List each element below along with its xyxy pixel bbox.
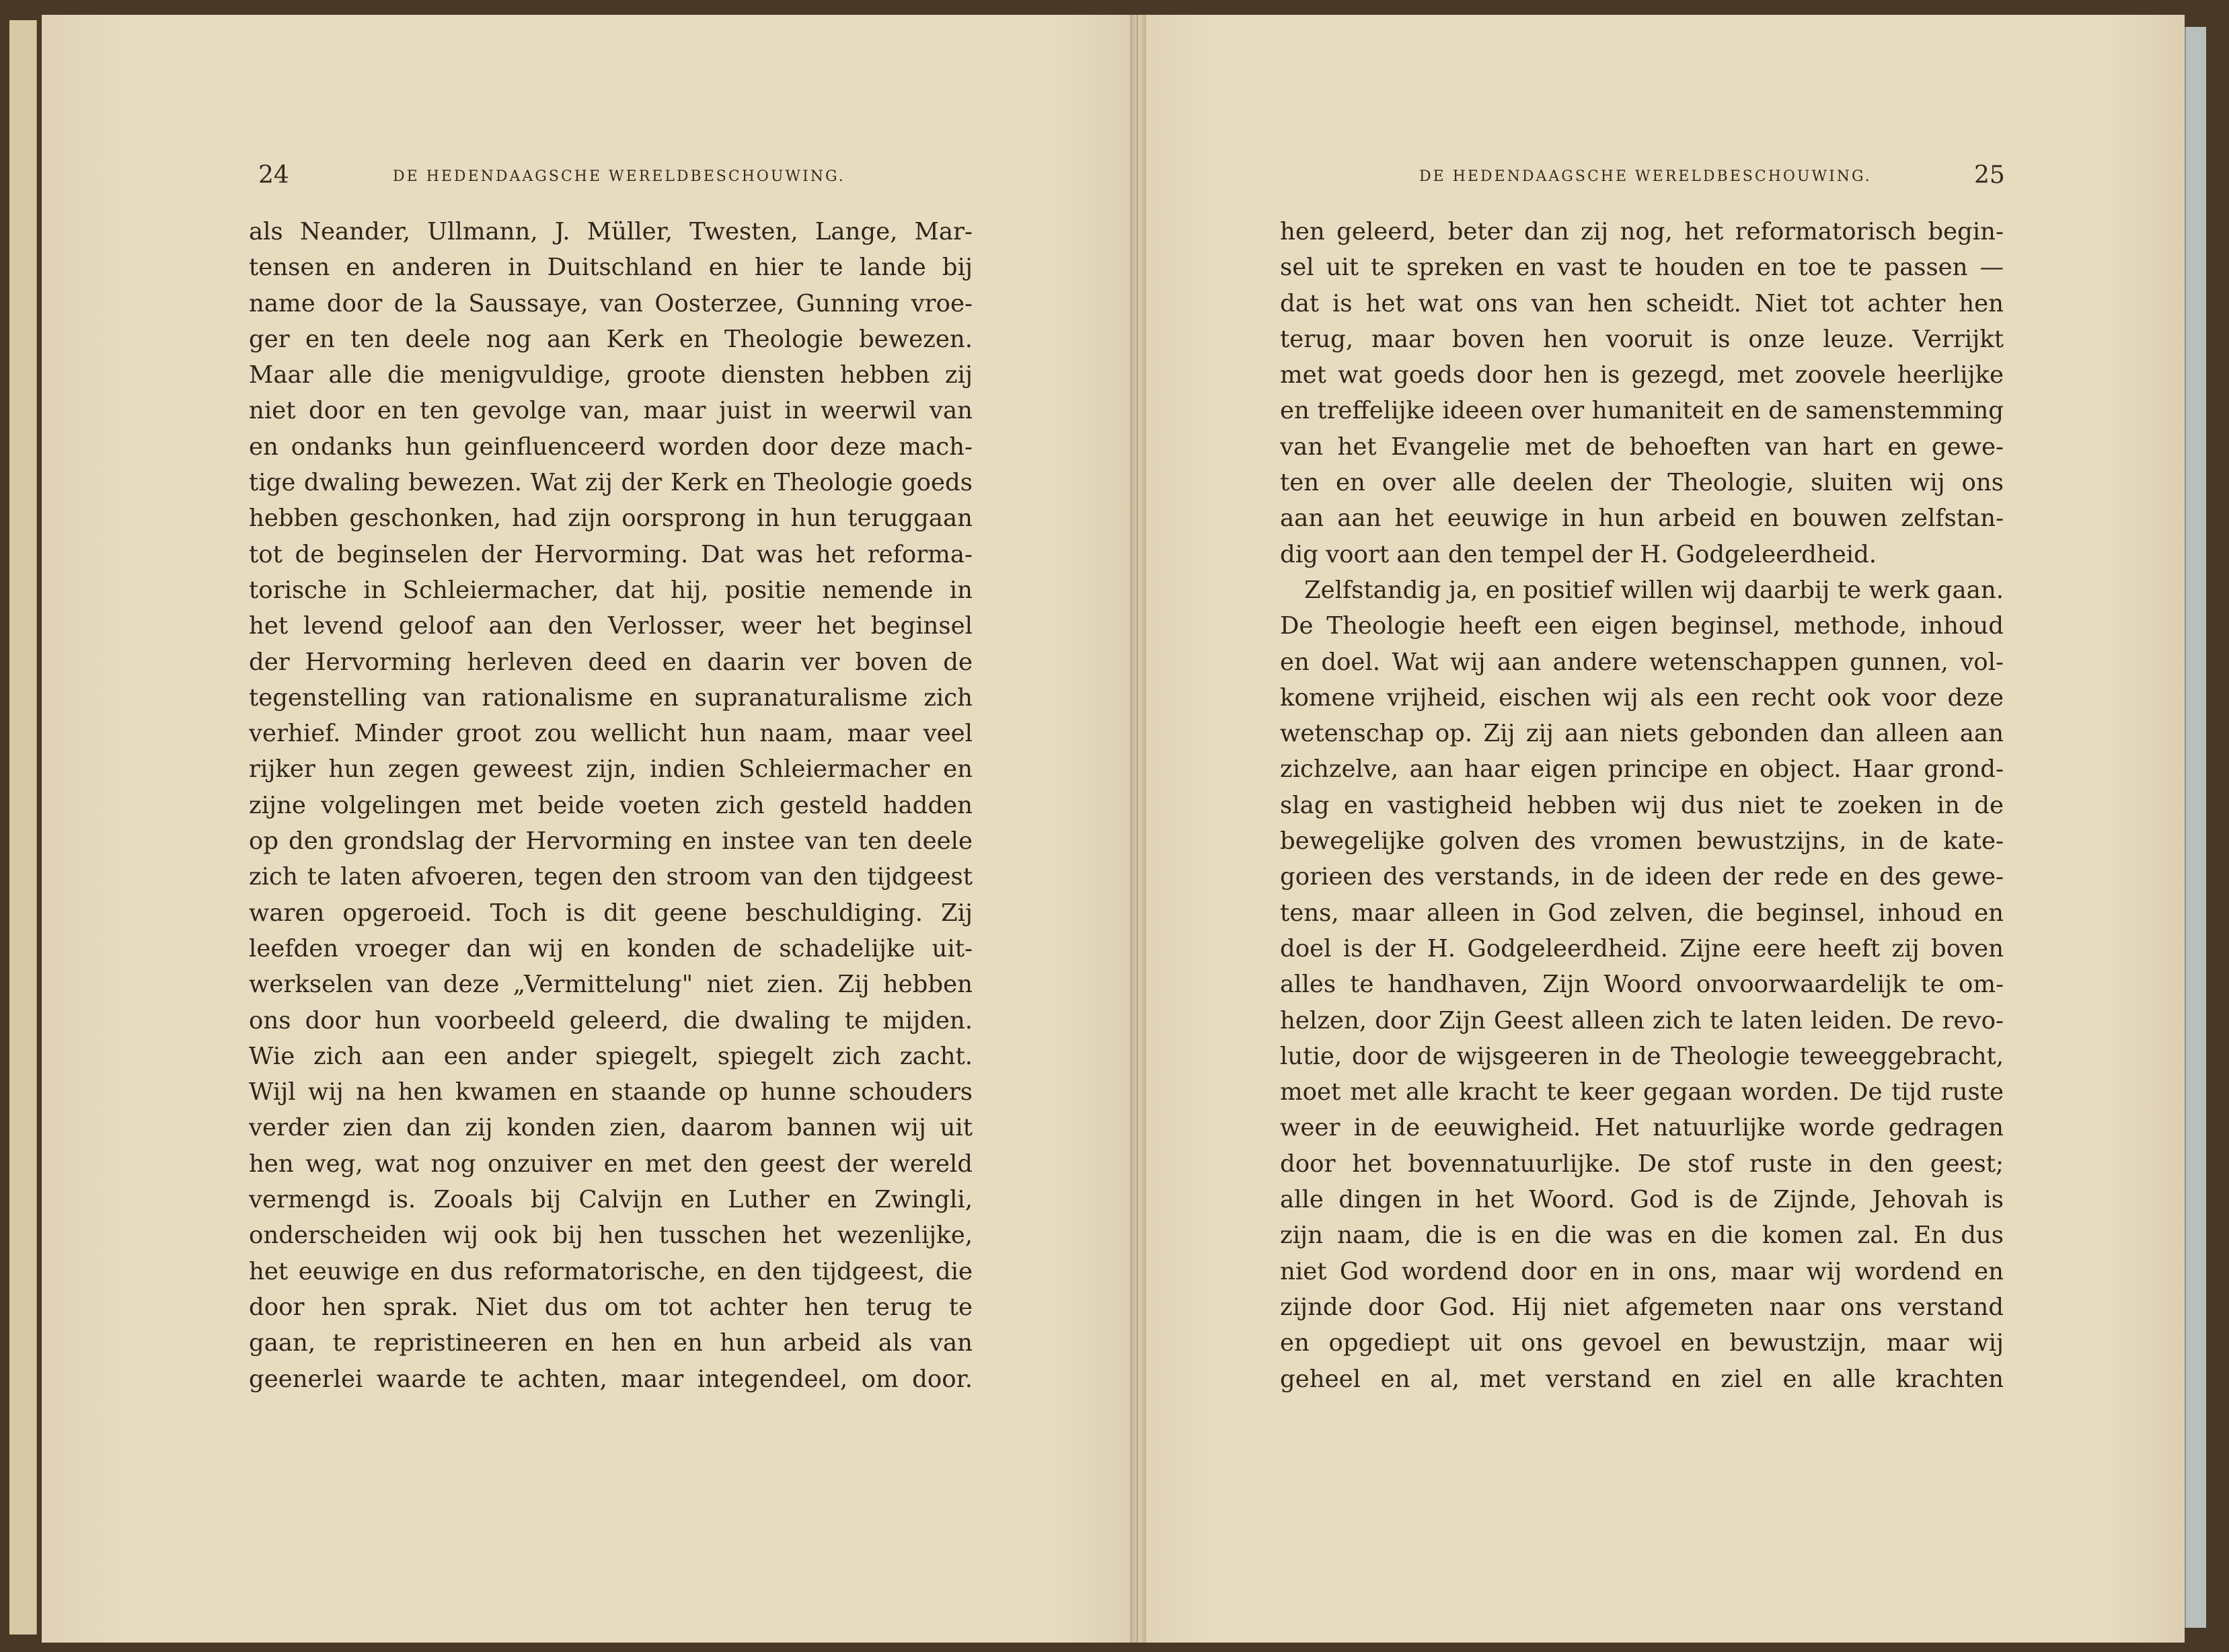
right-page-body [1280, 214, 2004, 1397]
page-number: 24 [258, 161, 289, 189]
text-line: tot de beginselen der Hervorming. Dat was het reforma- [249, 540, 973, 568]
text-line: komene vrijheid, eischen wij als een recht ook voor deze [1280, 683, 2004, 712]
text-line: niet God wordend door en in ons, maar wij wordend en [1280, 1257, 2004, 1285]
text-line: zijnde door God. Hij niet afgemeten naar ons verstand [1280, 1293, 2004, 1321]
text-line: op den grondslag der Hervorming en instee van ten deele [249, 827, 973, 856]
text-line: moet met alle kracht te keer gegaan worden. De tijd ruste [1280, 1078, 2004, 1106]
text-line: zichzelve, aan haar eigen principe en object. Haar grond- [1280, 755, 2004, 784]
text-line: leefden vroeger dan wij en konden de schadelijke uit- [249, 934, 973, 963]
text-line: De Theologie heeft een eigen beginsel, methode, inhoud [1280, 612, 2004, 640]
text-line: sel uit te spreken en vast te houden en toe te passen — [1280, 254, 2004, 282]
text-line: door het bovennatuurlijke. De stof ruste in den geest; [1280, 1150, 2004, 1178]
text-line: name door de la Saussaye, van Oosterzee, Gunning vroe- [249, 289, 973, 317]
page-number: 25 [1974, 161, 2005, 189]
text-line: en treffelijke ideeen over humaniteit en de samenstemming [1280, 397, 2004, 425]
book-gutter [1130, 15, 1146, 1643]
text-line: verder zien dan zij konden zien, daarom bannen wij uit [249, 1114, 973, 1142]
text-line: weer in de eeuwigheid. Het natuurlijke worde gedragen [1280, 1114, 2004, 1142]
text-line: tige dwaling bewezen. Wat zij der Kerk en Theologie goeds [249, 469, 973, 497]
text-line: en ondanks hun geinfluenceerd worden door deze mach- [249, 433, 973, 461]
page-edges-left-inner [23, 20, 37, 1635]
text-line: hen geleerd, beter dan zij nog, het reformatorisch begin- [1280, 218, 2004, 246]
text-line: hebben geschonken, had zijn oorsprong in hun teruggaan [249, 504, 973, 533]
text-line: torische in Schleiermacher, dat hij, positie nemende in [249, 576, 973, 604]
text-line: Maar alle die menigvuldige, groote diensten hebben zij [249, 361, 973, 389]
text-line: terug, maar boven hen vooruit is onze leuze. Verrijkt [1280, 325, 2004, 353]
page-edges-right [2185, 27, 2206, 1628]
text-line: zijn naam, die is en die was en die komen zal. En dus [1280, 1222, 2004, 1250]
text-line: wetenschap op. Zij zij aan niets gebonden dan alleen aan [1280, 720, 2004, 748]
running-head: DE HEDENDAAGSCHE WERELDBESCHOUWING. [1419, 168, 1872, 185]
text-line: aan aan het eeuwige in hun arbeid en bouwen zelfstan- [1280, 504, 2004, 533]
text-line: niet door en ten gevolge van, maar juist in weerwil van [249, 397, 973, 425]
text-line: waren opgeroeid. Toch is dit geene beschuldiging. Zij [249, 899, 973, 927]
left-page-body [249, 214, 973, 1397]
text-line: tensen en anderen in Duitschland en hier te lande bij [249, 254, 973, 282]
text-line: en doel. Wat wij aan andere wetenschappen gunnen, vol- [1280, 648, 2004, 676]
text-line: het levend geloof aan den Verlosser, weer het beginsel [249, 612, 973, 640]
text-line: gaan, te repristineeren en hen en hun arbeid als van [249, 1329, 973, 1357]
text-line: met wat goeds door hen is gezegd, met zoovele heerlijke [1280, 361, 2004, 389]
text-line: door hen sprak. Niet dus om tot achter hen terug te [249, 1293, 973, 1321]
text-line: geenerlei waarde te achten, maar integendeel, om door. [249, 1365, 973, 1393]
running-head: DE HEDENDAAGSCHE WERELDBESCHOUWING. [393, 168, 845, 185]
text-line: helzen, door Zijn Geest alleen zich te laten leiden. De revo- [1280, 1006, 2004, 1035]
text-line: zijne volgelingen met beide voeten zich gesteld hadden [249, 791, 973, 819]
text-line: bewegelijke golven des vromen bewustzijns, in de kate- [1280, 827, 2004, 856]
text-line: ons door hun voorbeeld geleerd, die dwaling te mijden. [249, 1006, 973, 1035]
text-line: het eeuwige en dus reformatorische, en den tijdgeest, die [249, 1257, 973, 1285]
text-line: Wijl wij na hen kwamen en staande op hunne schouders [249, 1078, 973, 1106]
right-page-header [1419, 161, 2008, 188]
text-line: en opgediept uit ons gevoel en bewustzijn, maar wij [1280, 1329, 2004, 1357]
text-line: dat is het wat ons van hen scheidt. Niet tot achter hen [1280, 289, 2004, 317]
text-line: zich te laten afvoeren, tegen den stroom van den tijdgeest [249, 863, 973, 891]
text-line: Wie zich aan een ander spiegelt, spiegelt zich zacht. [249, 1042, 973, 1070]
text-line: slag en vastigheid hebben wij dus niet te zoeken in de [1280, 791, 2004, 819]
text-line: ten en over alle deelen der Theologie, sluiten wij ons [1280, 469, 2004, 497]
text-line: der Hervorming herleven deed en daarin ver boven de [249, 648, 973, 676]
text-line: alle dingen in het Woord. God is de Zijnde, Jehovah is [1280, 1186, 2004, 1214]
text-line: werkselen van deze „Vermittelung" niet zien. Zij hebben [249, 971, 973, 999]
text-line: gorieen des verstands, in de ideen der rede en des gewe- [1280, 863, 2004, 891]
text-line: van het Evangelie met de behoeften van hart en gewe- [1280, 433, 2004, 461]
text-line: vermengd is. Zooals bij Calvijn en Luther en Zwingli, [249, 1186, 973, 1214]
text-line: als Neander, Ullmann, J. Müller, Twesten, Lange, Mar- [249, 218, 973, 246]
text-line: geheel en al, met verstand en ziel en alle krachten [1280, 1365, 2004, 1393]
text-line: dig voort aan den tempel der H. Godgeleerdheid. [1280, 540, 1877, 568]
text-line: alles te handhaven, Zijn Woord onvoorwaardelijk te om- [1280, 971, 2004, 999]
text-line: ger en ten deele nog aan Kerk en Theologie bewezen. [249, 325, 973, 353]
page-edges-left [9, 20, 24, 1635]
text-line: hen weg, wat nog onzuiver en met den geest der wereld [249, 1150, 973, 1178]
text-line: onderscheiden wij ook bij hen tusschen het wezenlijke, [249, 1222, 973, 1250]
text-line: rijker hun zegen geweest zijn, indien Schleiermacher en [249, 755, 973, 784]
text-line: Zelfstandig ja, en positief willen wij daarbij te werk gaan. [1304, 576, 2004, 604]
left-page-header [258, 161, 985, 188]
text-line: tegenstelling van rationalisme en supranaturalisme zich [249, 683, 973, 712]
text-line: lutie, door de wijsgeeren in de Theologie teweeggebracht, [1280, 1042, 2004, 1070]
text-line: doel is der H. Godgeleerdheid. Zijne eere heeft zij boven [1280, 934, 2004, 963]
text-line: verhief. Minder groot zou wellicht hun naam, maar veel [249, 720, 973, 748]
text-line: tens, maar alleen in God zelven, die beginsel, inhoud en [1280, 899, 2004, 927]
